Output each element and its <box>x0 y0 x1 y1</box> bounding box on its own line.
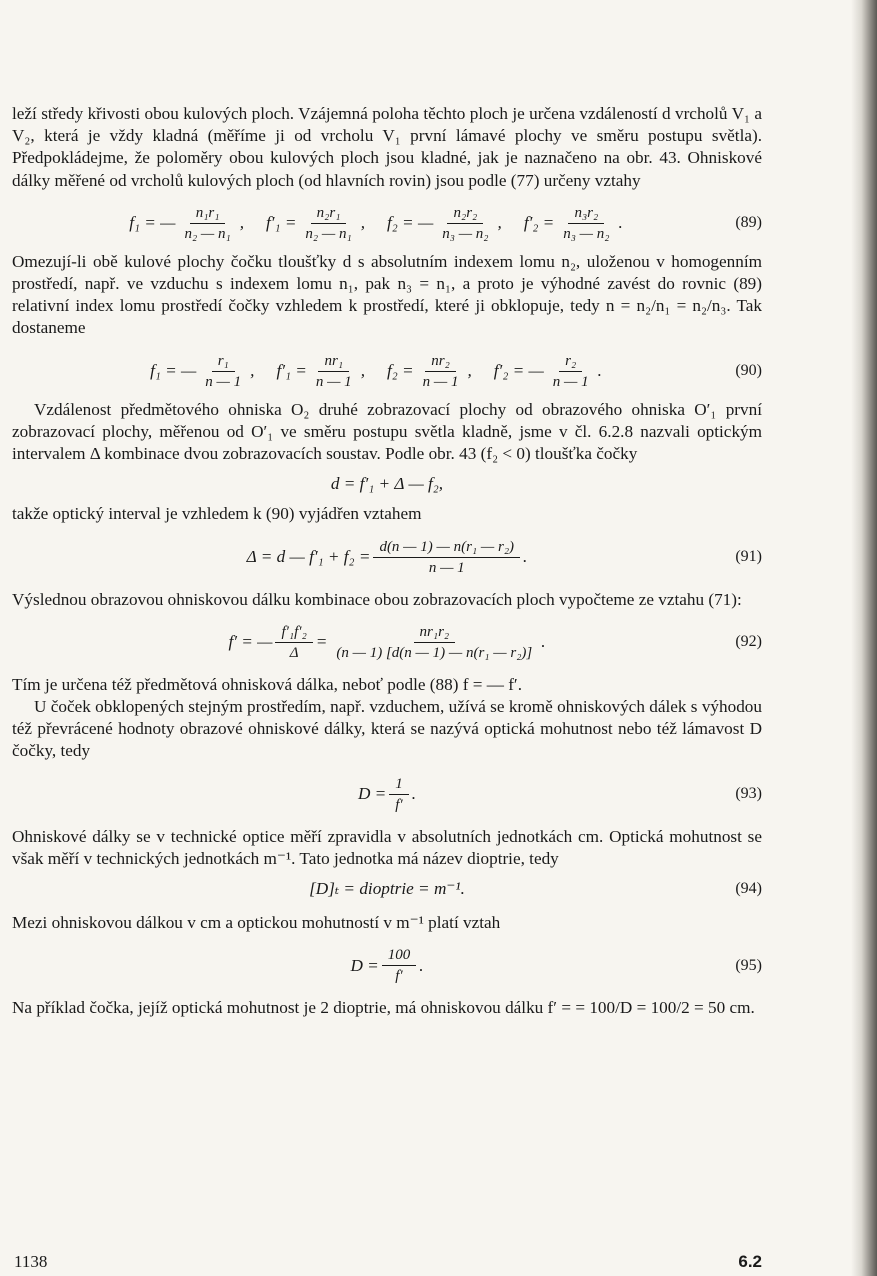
eq91-sep: . <box>523 547 528 567</box>
eq90-t2-den: n — 1 <box>315 373 352 390</box>
eq90-t3-lhs: f₂ = <box>386 361 414 381</box>
paragraph-10: Na příklad čočka, jejíž optická mohutnost je 2 dioptrie, má ohniskovou dálku f′ = = 100/D = 100/2 = 50 cm. <box>12 998 755 1018</box>
eq89-t2-num: n₂r₁ <box>311 204 347 224</box>
eq90-term-3 <box>387 352 472 391</box>
eq95-lhs: D = <box>350 955 379 975</box>
paragraph-1: leží středy křivosti obou kulových ploch. Vzájemná poloha těchto ploch je určena vzdáleností d vrcholů V₁ a V₂, která je vždy kladná (měříme ji od vrcholu V₁ první lámavé plochy ve směru postupu světla). Předpokládejme, že poloměry obou kulových ploch jsou kladné, jak je naznačeno na obr. 43. Ohniskové dálky měřené od vrcholů kulových ploch (od hlavních rovin) jsou podle (77) určeny vztahy <box>12 104 762 190</box>
equation-92 <box>12 623 762 662</box>
paragraph-8: Ohniskové dálky se v technické optice měří zpravidla v absolutních jednotkách cm. Optická mohutnost se však měří v technických jednotkách m⁻¹. Tato jednotka má název dioptrie, tedy <box>12 826 762 868</box>
eq90-t3-sep: , <box>467 361 472 381</box>
equation-d <box>12 473 762 495</box>
eq89-t4-fraction <box>557 204 615 243</box>
equation-d-text: d = f′₁ + Δ — f₂, <box>330 474 444 494</box>
equation-89 <box>12 204 762 243</box>
page-number: 1138 <box>14 1252 48 1271</box>
eq91-num: d(n — 1) — n(r₁ — r₂) <box>373 538 520 558</box>
eq95-fraction <box>382 946 417 985</box>
paragraph-3: Vzdálenost předmětového ohniska O₂ druhé zobrazovací plochy od obrazového ohniska O′₁ první zobrazovací plochy, měřenou od O′₁ ve směru postupu světla kladně, jsme v čl. 6.2.8 nazvali optickým intervalem Δ kombinace dvou zobrazovacích soustav. Podle obr. 43 (f₂ < 0) tloušťka čočky <box>12 399 762 464</box>
eq90-t1-lhs: f₁ = — <box>150 361 197 381</box>
eq90-term-1 <box>150 352 254 391</box>
eq90-t2-fraction <box>310 352 358 391</box>
equation-91 <box>12 538 762 577</box>
eq90-t2-lhs: f′₁ = <box>276 361 307 381</box>
eq93-sep: . <box>411 784 417 804</box>
eq90-t1-sep: , <box>250 361 255 381</box>
eq89-term-2 <box>266 204 365 243</box>
eq92-equals: = <box>315 632 328 652</box>
eq89-t1-sep: , <box>239 213 245 233</box>
eq89-t2-sep: , <box>360 213 365 233</box>
equation-number-90: (90) <box>735 362 762 380</box>
eq92-num-2: nr₁r₂ <box>414 623 456 643</box>
eq89-t3-fraction <box>436 204 494 243</box>
eq92-fraction-2 <box>330 623 538 662</box>
eq89-term-1 <box>129 204 244 243</box>
eq90-t4-lhs: f′₂ = — <box>493 361 544 381</box>
eq89-t2-den: n₂ — n₁ <box>305 225 352 242</box>
paragraph-9: Mezi ohniskovou dálkou v cm a optickou mohutností v m⁻¹ platí vztah <box>12 913 501 933</box>
eq89-t4-lhs: f′₂ = <box>523 213 555 233</box>
paragraph-5: Výslednou obrazovou ohniskovou dálku kombinace obou zobrazovacích ploch vypočteme ze vztahu (71): <box>12 589 742 609</box>
book-spine-shadow <box>851 0 877 1276</box>
page-body <box>12 103 762 1020</box>
equation-90 <box>12 352 762 391</box>
eq90-t4-sep: . <box>597 361 602 381</box>
eq89-t3-den: n₃ — n₂ <box>442 225 489 242</box>
eq89-term-3 <box>387 204 502 243</box>
eq89-term-4 <box>524 204 623 243</box>
eq90-t4-fraction <box>547 352 595 391</box>
eq89-t4-den: n₃ — n₂ <box>563 225 610 242</box>
eq95-num: 100 <box>382 946 417 966</box>
equation-95 <box>12 946 762 985</box>
eq93-fraction <box>389 775 409 814</box>
eq90-t1-num: r₁ <box>212 352 235 372</box>
eq90-t1-den: n — 1 <box>205 373 242 390</box>
eq89-t3-sep: , <box>497 213 502 233</box>
eq93-num: 1 <box>389 775 409 795</box>
eq92-sep: . <box>541 632 546 652</box>
eq93-lhs: D = <box>357 784 387 804</box>
eq91-lhs: Δ = d — f′₁ + f₂ = <box>246 547 371 567</box>
eq89-t2-fraction <box>299 204 357 243</box>
eq90-term-2 <box>276 352 365 391</box>
paragraph-6: Tím je určena též předmětová ohnisková dálka, neboť podle (88) f = — f′. <box>12 674 522 694</box>
equation-number-94: (94) <box>735 880 762 898</box>
eq92-lhs: f′ = — <box>228 632 273 652</box>
eq90-t4-den: n — 1 <box>552 373 589 390</box>
eq91-fraction <box>373 538 520 577</box>
eq95-sep: . <box>419 955 424 975</box>
paragraph-2: Omezují-li obě kulové plochy čočku tloušťky d s absolutním indexem lomu n₂, uloženou v homogenním prostředí, např. ve vzduchu s indexem lomu n₁, pak n₃ = n₁, a proto je výhodné zavést do rovnic (89) relativní index lomu prostředí čočky vzhledem k prostředí, které ji obklopuje, tedy n = n₂/n₁ = n₂/n₃. Tak dostaneme <box>12 251 762 338</box>
eq89-t4-num: n₃r₂ <box>568 204 604 224</box>
eq90-t3-fraction <box>417 352 465 391</box>
equation-number-91: (91) <box>735 548 762 566</box>
eq89-t1-fraction <box>178 204 236 243</box>
eq92-den-1: Δ <box>289 644 299 661</box>
eq95-den: f′ <box>395 968 403 985</box>
eq90-t2-sep: , <box>360 361 365 381</box>
eq90-t3-den: n — 1 <box>422 373 459 390</box>
eq89-t3-num: n₂r₂ <box>447 204 483 224</box>
eq89-t4-sep: . <box>618 213 623 233</box>
eq92-fraction-1 <box>275 623 312 662</box>
equation-94 <box>12 878 762 900</box>
equation-number-93: (93) <box>735 785 762 803</box>
eq90-term-4 <box>494 352 602 391</box>
eq90-t3-num: nr₂ <box>425 352 456 372</box>
equation-number-95: (95) <box>735 956 762 974</box>
eq90-t4-num: r₂ <box>559 352 582 372</box>
equation-number-92: (92) <box>735 633 762 651</box>
eq92-num-1: f′₁f′₂ <box>275 623 312 643</box>
page-footer <box>14 1252 762 1272</box>
section-number: 6.2 <box>738 1252 762 1271</box>
equation-94-text: [D]ₜ = dioptrie = m⁻¹. <box>309 879 465 899</box>
eq91-den: n — 1 <box>428 559 465 576</box>
eq90-t2-num: nr₁ <box>318 352 349 372</box>
equation-number-89: (89) <box>735 214 762 232</box>
eq92-den-2: (n — 1) [d(n — 1) — n(r₁ — r₂)] <box>336 644 533 661</box>
eq90-t1-fraction <box>199 352 247 391</box>
eq89-t3-lhs: f₂ = — <box>387 213 434 233</box>
equation-93 <box>12 775 762 814</box>
eq89-t1-lhs: f₁ = — <box>129 213 176 233</box>
eq89-t1-num: n₁r₁ <box>190 204 226 224</box>
eq89-t1-den: n₂ — n₁ <box>184 225 231 242</box>
paragraph-7: U čoček obklopených stejným prostředím, např. vzduchem, užívá se kromě ohniskových dálek s výhodou též převrácené hodnoty obrazové ohniskové dálky, která se nazývá optická mohutnost nebo též lámavost D čočky, tedy <box>12 697 762 761</box>
paragraph-4: takže optický interval je vzhledem k (90) vyjádřen vztahem <box>12 504 422 524</box>
eq93-den: f′ <box>395 796 403 813</box>
eq89-t2-lhs: f′₁ = <box>266 213 297 233</box>
